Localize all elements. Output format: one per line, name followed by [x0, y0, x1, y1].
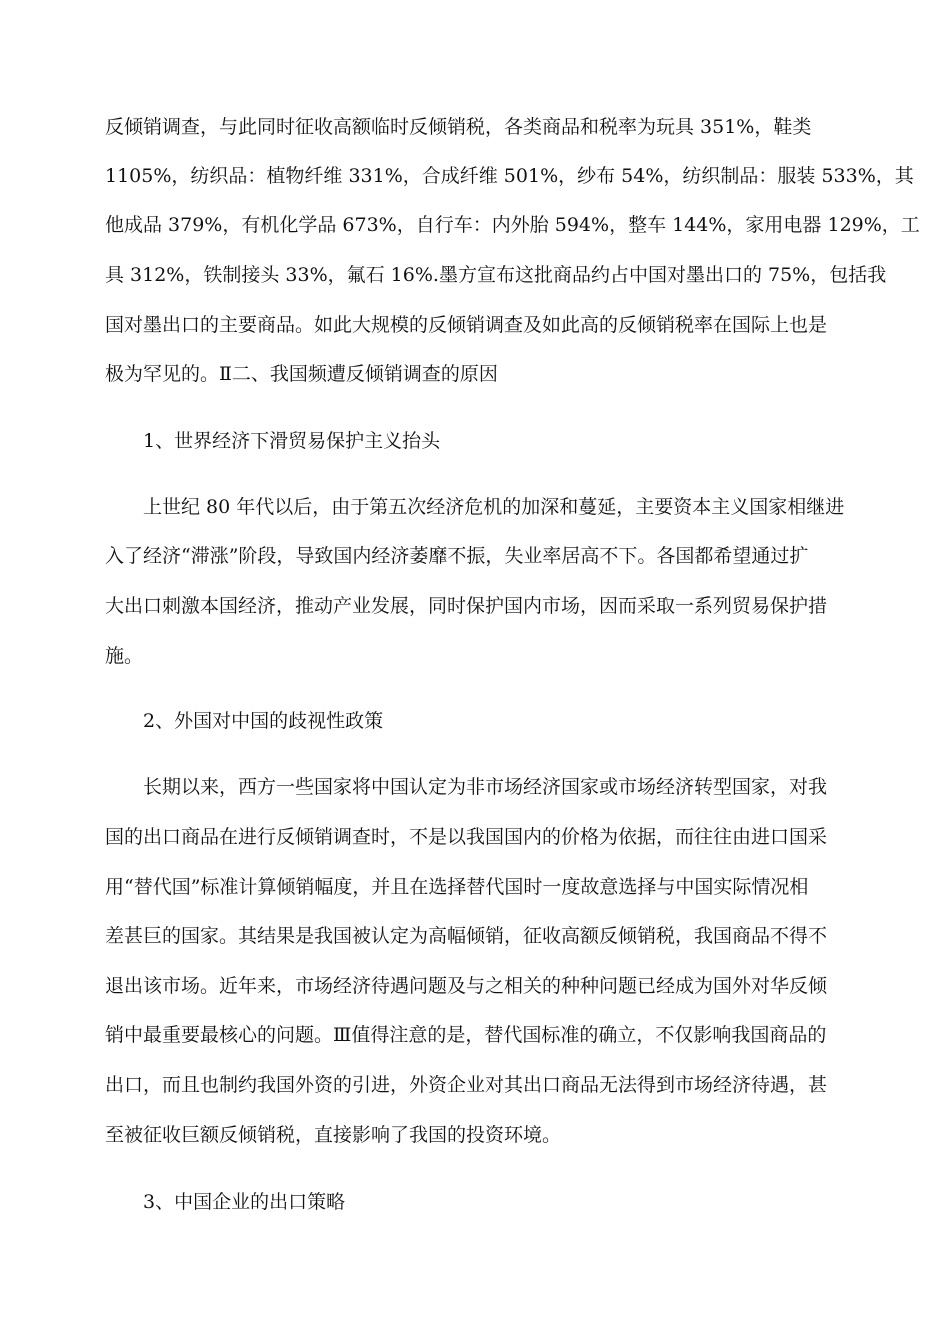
- paragraph-line: 用“替代国”标准计算倾销幅度，并且在选择替代国时一度故意选择与中国实际情况相: [105, 876, 809, 898]
- paragraph-line: 至被征收巨额反倾销税，直接影响了我国的投资环境。: [105, 1124, 562, 1146]
- paragraph-line: 施。: [105, 645, 144, 667]
- paragraph-line: 退出该市场。近年来，市场经济待遇问题及与之相关的种种问题已经成为国外对华反倾: [105, 975, 828, 997]
- paragraph-line: 具 312%，铁制接头 33%，氟石 16%.墨方宣布这批商品约占中国对墨出口的 75%，包括我: [105, 264, 887, 286]
- paragraph-line: 他成品 379%，有机化学品 673%，自行车：内外胎 594%，整车 144%，家用电器 129%，工: [105, 214, 920, 236]
- paragraph-line: 上世纪 80 年代以后，由于第五次经济危机的加深和蔓延，主要资本主义国家相继进: [143, 496, 845, 518]
- paragraph-line: 大出口刺激本国经济，推动产业发展，同时保护国内市场，因而采取一系列贸易保护措: [105, 595, 828, 617]
- paragraph-line: 出口，而且也制约我国外资的引进，外资企业对其出口商品无法得到市场经济待遇，甚: [105, 1074, 828, 1096]
- paragraph-line: 销中最重要最核心的问题。Ⅲ值得注意的是，替代国标准的确立，不仅影响我国商品的: [105, 1024, 827, 1046]
- paragraph-line: 入了经济“滞涨”阶段，导致国内经济萎靡不振，失业率居高不下。各国都希望通过扩: [105, 545, 809, 567]
- section-heading: 3、中国企业的出口策略: [143, 1191, 346, 1213]
- paragraph-line: 国的出口商品在进行反倾销调查时，不是以我国国内的价格为依据，而往往由进口国采: [105, 826, 828, 848]
- paragraph-line: 国对墨出口的主要商品。如此大规模的反倾销调查及如此高的反倾销税率在国际上也是: [105, 314, 828, 336]
- paragraph-line: 反倾销调查，与此同时征收高额临时反倾销税，各类商品和税率为玩具 351%，鞋类: [105, 116, 812, 138]
- paragraph-line: 差甚巨的国家。其结果是我国被认定为高幅倾销，征收高额反倾销税，我国商品不得不: [105, 925, 828, 947]
- paragraph-line: 1105%，纺织品：植物纤维 331%，合成纤维 501%，纱布 54%，纺织制品：服装 533%，其: [105, 165, 914, 187]
- paragraph-line: 长期以来，西方一些国家将中国认定为非市场经济国家或市场经济转型国家，对我: [143, 776, 828, 798]
- section-heading: 2、外国对中国的歧视性政策: [143, 710, 384, 732]
- paragraph-line: 极为罕见的。Ⅱ二、我国频遭反倾销调查的原因: [105, 363, 498, 385]
- section-heading: 1、世界经济下滑贸易保护主义抬头: [143, 430, 441, 452]
